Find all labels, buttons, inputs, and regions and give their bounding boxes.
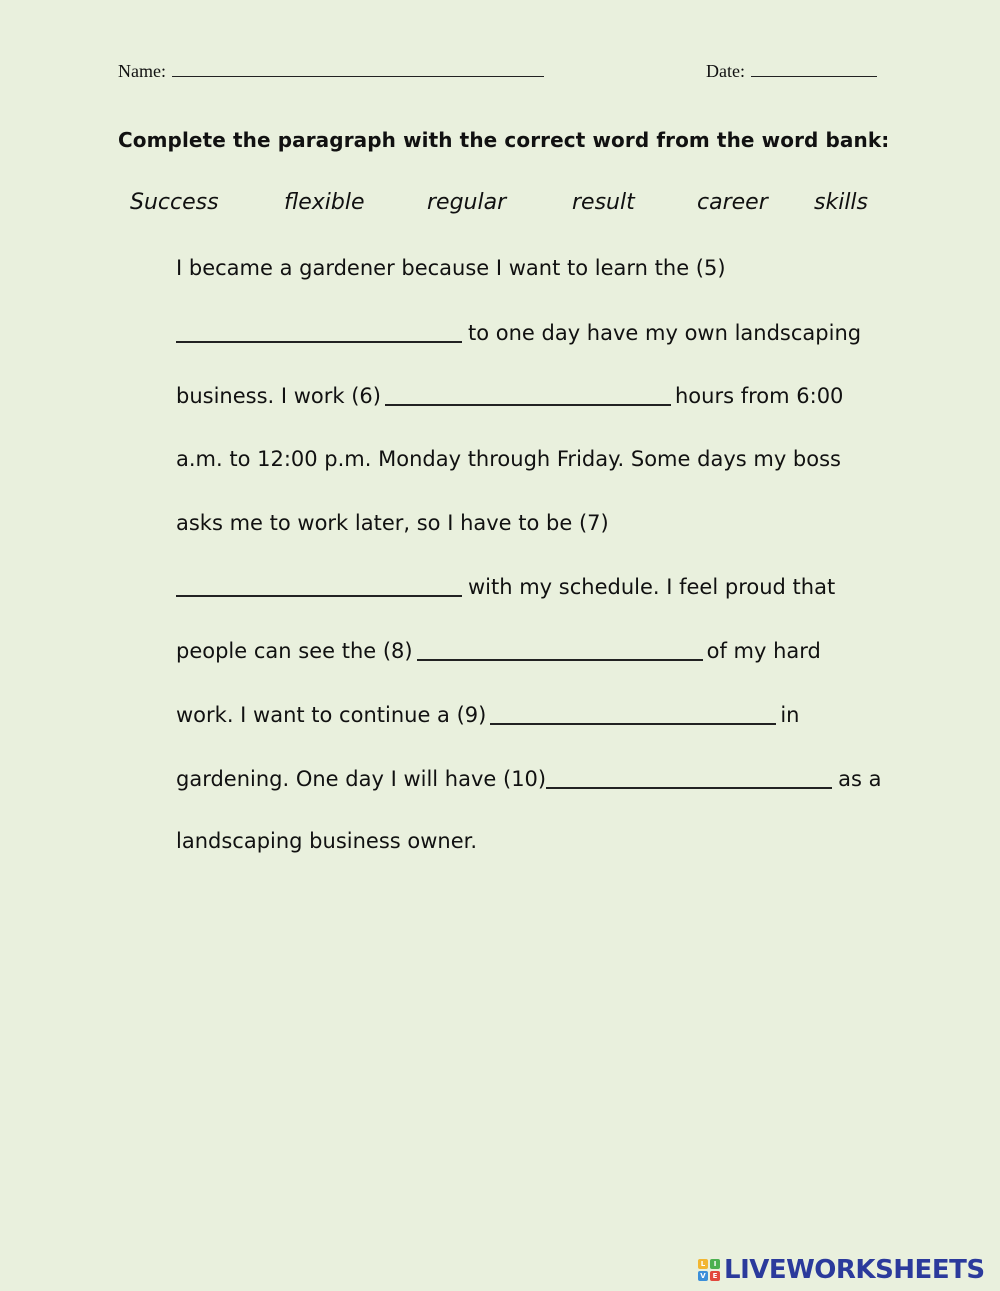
blank-7[interactable] — [176, 573, 462, 597]
paragraph-line — [176, 570, 896, 634]
header-row — [118, 58, 880, 84]
instructions-heading: Complete the paragraph with the correct word from the word bank: — [118, 128, 890, 152]
logo-cell: V — [698, 1271, 708, 1281]
date-label: Date: — [706, 61, 745, 81]
logo-cell: E — [710, 1271, 720, 1281]
paragraph-text: landscaping business owner. — [176, 829, 478, 854]
liveworksheets-logo-icon — [698, 1259, 720, 1281]
paragraph-text: work. I want to continue a (9) — [176, 702, 487, 727]
name-field — [118, 58, 544, 82]
logo-cell: L — [698, 1259, 708, 1269]
word-bank-item: career — [697, 190, 768, 215]
paragraph-text: asks me to work later, so I have to be (7) — [176, 510, 609, 535]
word-bank-item: flexible — [284, 190, 365, 215]
paragraph-text: hours from 6:00 — [675, 384, 844, 409]
paragraph-text: people can see the (8) — [176, 639, 413, 664]
word-bank-item: Success — [130, 190, 219, 215]
paragraph-line — [176, 507, 896, 571]
paragraph-line — [176, 634, 896, 698]
paragraph-text: to one day have my own landscaping — [468, 320, 862, 345]
paragraph-line — [176, 698, 896, 762]
paragraph-line — [176, 443, 896, 507]
word-bank — [118, 190, 898, 222]
paragraph-text: in — [780, 702, 800, 727]
paragraph-line — [176, 252, 896, 316]
paragraph-line — [176, 762, 896, 826]
paragraph-text: I became a gardener because I want to learn the (5) — [176, 256, 726, 280]
paragraph-line — [176, 316, 896, 380]
liveworksheets-brand[interactable] — [698, 1254, 985, 1286]
word-bank-item: skills — [814, 190, 869, 215]
word-bank-item: result — [572, 190, 635, 215]
paragraph-line — [176, 379, 896, 443]
logo-cell: I — [710, 1259, 720, 1269]
paragraph-text: with my schedule. I feel proud that — [468, 575, 836, 600]
paragraph-text: a.m. to 12:00 p.m. Monday through Friday. Some days my boss — [176, 447, 841, 472]
brand-text: LIVEWORKSHEETS — [724, 1255, 985, 1285]
paragraph-line — [176, 825, 896, 889]
name-label: Name: — [118, 61, 166, 81]
blank-6[interactable] — [385, 382, 671, 406]
blank-10[interactable] — [546, 765, 832, 789]
blank-5[interactable] — [176, 319, 462, 343]
blank-9[interactable] — [490, 701, 776, 725]
paragraph-text: as a — [838, 766, 882, 791]
paragraph — [176, 252, 896, 889]
paragraph-text: business. I work (6) — [176, 384, 381, 409]
word-bank-item: regular — [427, 190, 507, 215]
name-input-line[interactable] — [172, 58, 544, 77]
paragraph-text: of my hard — [706, 639, 821, 664]
paragraph-text: gardening. One day I will have (10) — [176, 766, 547, 791]
blank-8[interactable] — [417, 637, 703, 661]
date-input-line[interactable] — [751, 58, 877, 77]
date-field — [706, 58, 877, 82]
